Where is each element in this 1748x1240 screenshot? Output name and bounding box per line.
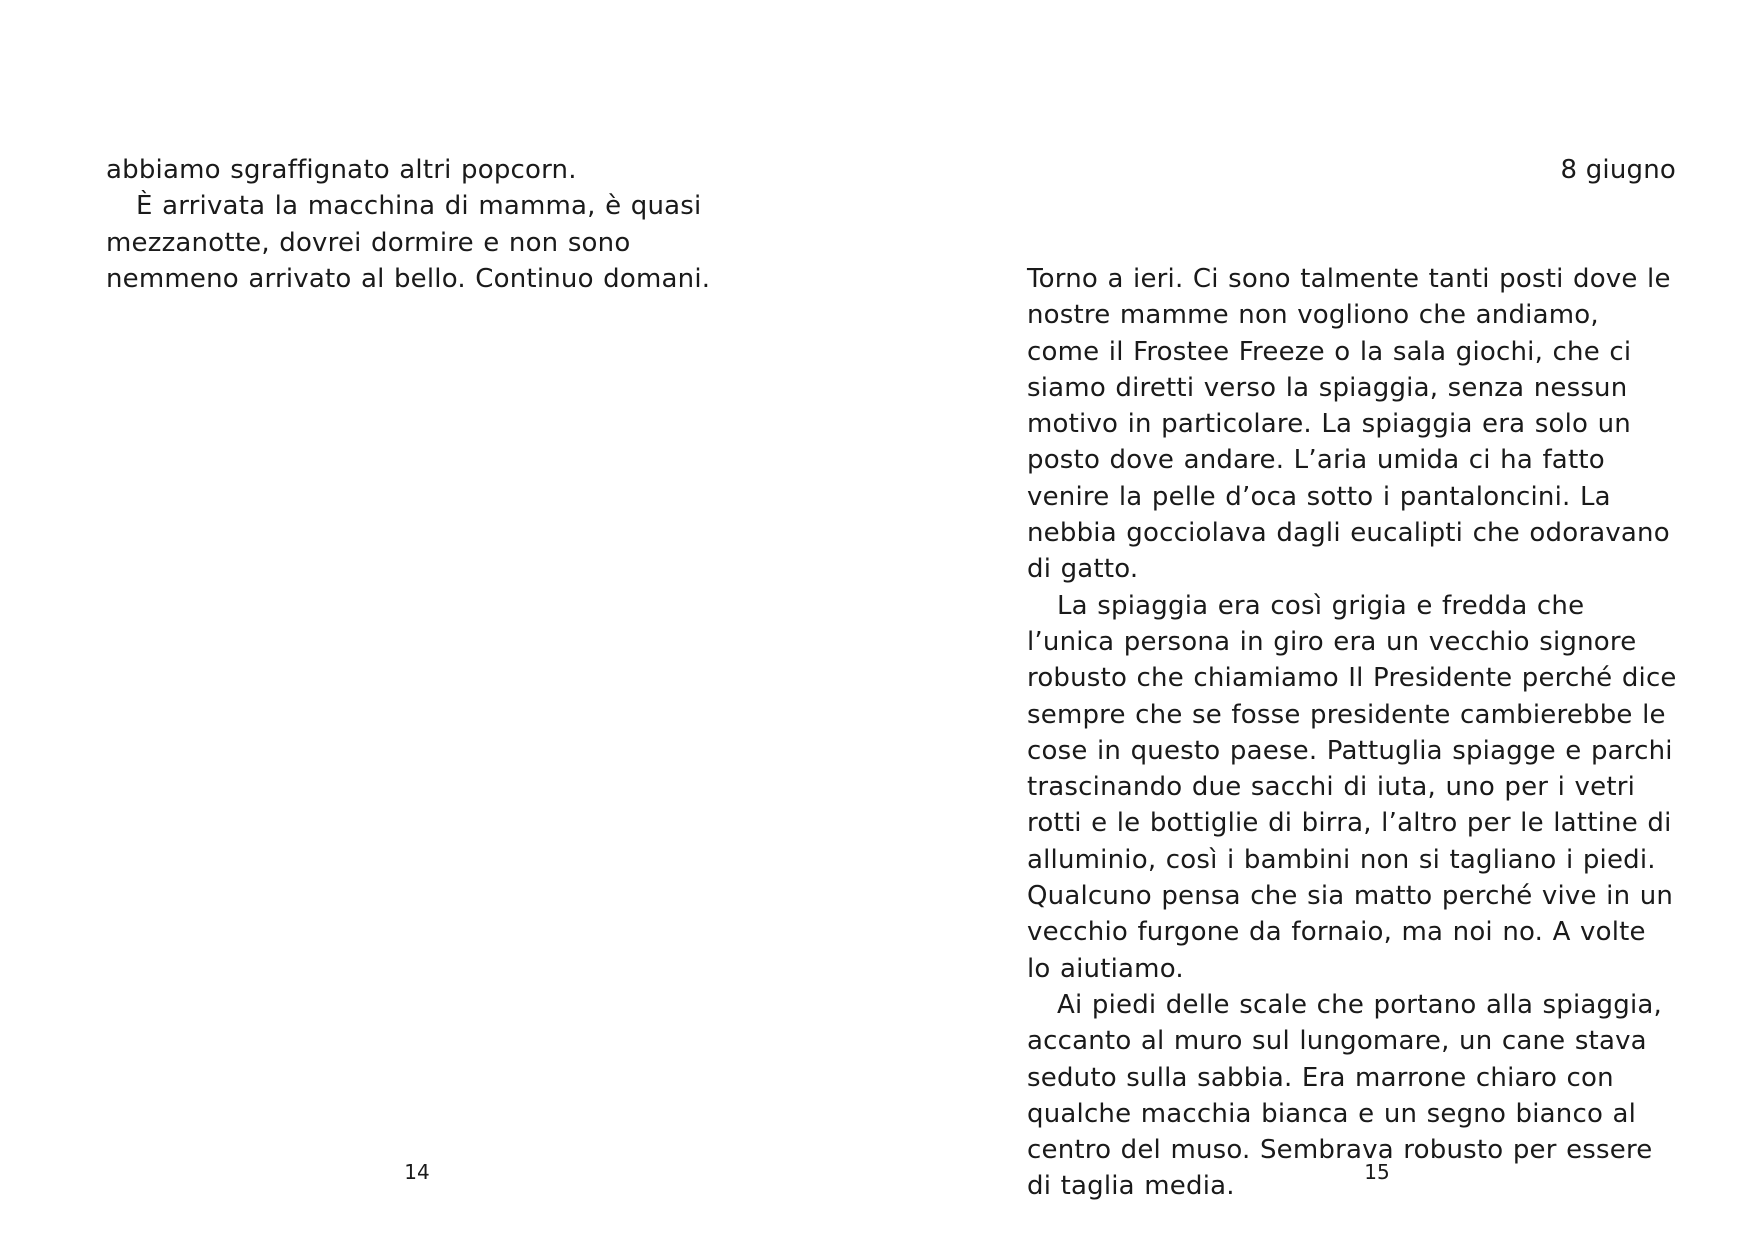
paragraph: È arrivata la macchina di mamma, è quasi mezzanotte, dovrei dormire e non sono nemmeno arrivato al bello. Continuo domani. — [106, 191, 711, 294]
paragraph: Ai piedi delle scale che portano alla spiaggia, accanto al muro sul lungomare, un cane stava seduto sulla sabbia. Era marrone chiaro con qualche macchia bianca e un segno bianco al centro del muso. Sembrava robusto per essere di taglia media. — [1027, 989, 1662, 1202]
paragraph: La spiaggia era così grigia e fredda che l’unica persona in giro era un vecchio signore robusto che chiamiamo Il Presidente perché dice sempre che se fosse presidente cambierebbe le cose in questo paese. Pattuglia spiagge e parchi trascinando due sacchi di iuta, uno per i vetri rotti e le bottiglie di birra, l’altro per le lattine di alluminio, così i bambini non si tagliano i piedi. Qualcuno pensa che sia matto perché vive in un vecchio furgone da fornaio, ma noi no. A volte lo aiutiamo. — [1027, 590, 1677, 984]
right-page — [874, 0, 1748, 1240]
page-number: 15 — [1364, 1160, 1390, 1184]
page-number: 14 — [404, 1160, 430, 1184]
diary-date-heading: 8 giugno — [1560, 155, 1676, 185]
left-page-body — [106, 152, 726, 297]
right-page-body — [1027, 261, 1677, 1205]
paragraph: Torno a ieri. Ci sono talmente tanti posti dove le nostre mamme non vogliono che andiamo, come il Frostee Freeze o la sala giochi, che ci siamo diretti verso la spiaggia, senza nessun motivo in particolare. La spiaggia era solo un posto dove andare. L’aria umida ci ha fatto venire la pelle d’oca sotto i pantaloncini. La nebbia gocciolava dagli eucalipti che odoravano di gatto. — [1027, 264, 1671, 585]
paragraph: abbiamo sgraffignato altri popcorn. — [106, 155, 577, 185]
